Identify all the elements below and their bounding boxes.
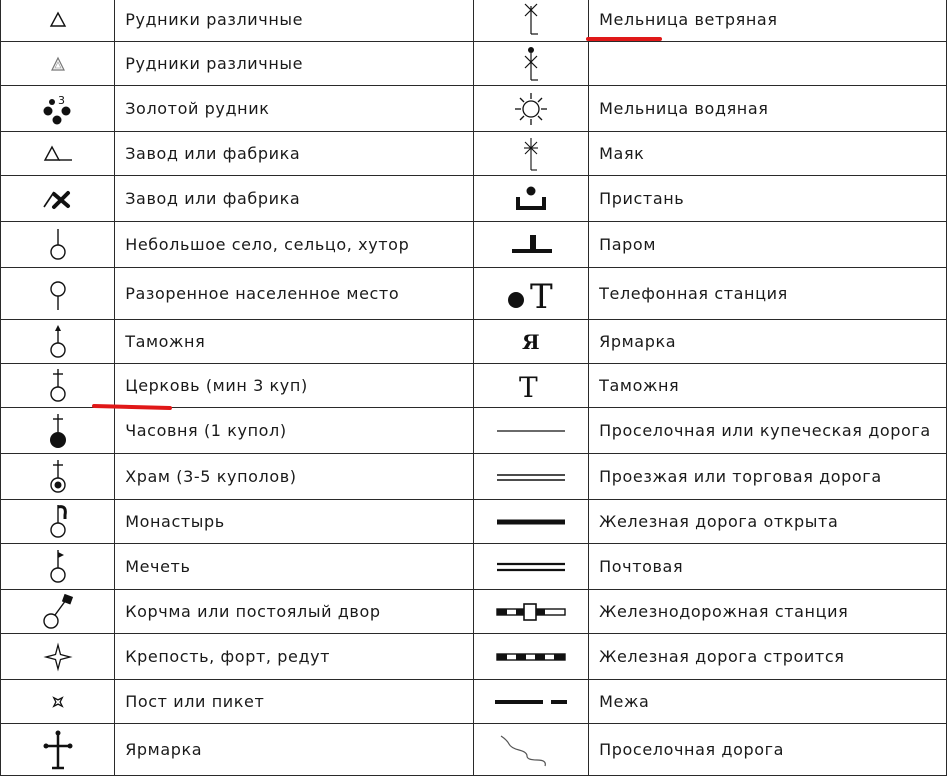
table-row bbox=[1, 176, 947, 222]
cross-slash-icon bbox=[1, 176, 115, 222]
railway-building-icon bbox=[473, 634, 589, 680]
small-star-icon bbox=[1, 680, 115, 724]
table-row bbox=[1, 320, 947, 364]
table-row bbox=[1, 680, 947, 724]
left-symbol-label: Рудники различные bbox=[115, 42, 473, 86]
table-row bbox=[1, 0, 947, 42]
table-row bbox=[1, 42, 947, 86]
table-row bbox=[1, 500, 947, 544]
thick-line-icon bbox=[473, 500, 589, 544]
left-symbol-label: Пост или пикет bbox=[115, 680, 473, 724]
right-symbol-label: Почтовая bbox=[589, 544, 947, 590]
right-symbol-label: Проселочная или купеческая дорога bbox=[589, 408, 947, 454]
watermill-sun-icon bbox=[473, 86, 589, 132]
table-row bbox=[1, 408, 947, 454]
filled-circle-cross-icon bbox=[1, 408, 115, 454]
left-symbol-label: Завод или фабрика bbox=[115, 132, 473, 176]
table-row bbox=[1, 634, 947, 680]
triangle-light-icon bbox=[1, 42, 115, 86]
right-symbol-label: Проселочная дорога bbox=[589, 724, 947, 776]
left-symbol-label: Мечеть bbox=[115, 544, 473, 590]
left-symbol-label: Часовня (1 купол) bbox=[115, 408, 473, 454]
circle-flag-curve-icon bbox=[1, 500, 115, 544]
table-row bbox=[1, 268, 947, 320]
right-symbol-label: Межа bbox=[589, 680, 947, 724]
circle-stick-down-icon bbox=[1, 268, 115, 320]
right-symbol-label: Мельница ветряная bbox=[589, 0, 947, 42]
dot-t-icon bbox=[473, 268, 589, 320]
svg-text:3: 3 bbox=[57, 93, 66, 107]
circle-flag-diagonal-icon bbox=[1, 590, 115, 634]
right-symbol-label: Мельница водяная bbox=[589, 86, 947, 132]
table-row bbox=[1, 86, 947, 132]
left-symbol-label: Золотой рудник bbox=[115, 86, 473, 132]
table-row bbox=[1, 364, 947, 408]
right-symbol-label: Пристань bbox=[589, 176, 947, 222]
left-symbol-label: Ярмарка bbox=[115, 724, 473, 776]
left-symbol-label: Храм (3-5 куполов) bbox=[115, 454, 473, 500]
table-row bbox=[1, 222, 947, 268]
left-symbol-label: Корчма или постоялый двор bbox=[115, 590, 473, 634]
windmill-symbol-icon bbox=[473, 0, 589, 42]
right-symbol-label: Железная дорога открыта bbox=[589, 500, 947, 544]
pier-symbol-icon bbox=[473, 176, 589, 222]
left-symbol-label: Монастырь bbox=[115, 500, 473, 544]
right-symbol-label: Телефонная станция bbox=[589, 268, 947, 320]
left-symbol-label: Разоренное населенное место bbox=[115, 268, 473, 320]
circle-arrow-icon bbox=[1, 320, 115, 364]
red-underline-windmill bbox=[586, 37, 662, 41]
windmill-dot-symbol-icon bbox=[473, 42, 589, 86]
circle-stick-icon bbox=[1, 222, 115, 268]
railway-station-icon bbox=[473, 590, 589, 634]
t-letter-icon bbox=[473, 364, 589, 408]
right-symbol-label: Проезжая или торговая дорога bbox=[589, 454, 947, 500]
right-symbol-label: Железнодорожная станция bbox=[589, 590, 947, 634]
left-symbol-label: Крепость, форт, редут bbox=[115, 634, 473, 680]
right-symbol-label: Маяк bbox=[589, 132, 947, 176]
triangle-line-icon bbox=[1, 132, 115, 176]
ferry-symbol-icon bbox=[473, 222, 589, 268]
ya-letter-icon bbox=[473, 320, 589, 364]
left-symbol-label: Таможня bbox=[115, 320, 473, 364]
right-symbol-label: Паром bbox=[589, 222, 947, 268]
left-symbol-label: Церковь (мин 3 куп) bbox=[115, 364, 473, 408]
thin-line-icon bbox=[473, 408, 589, 454]
table-row bbox=[1, 544, 947, 590]
double-line-bold-icon bbox=[473, 544, 589, 590]
left-symbol-label: Рудники различные bbox=[115, 0, 473, 42]
circle-crescent-icon bbox=[1, 544, 115, 590]
triangle-outline-icon bbox=[1, 0, 115, 42]
target-cross-icon bbox=[1, 454, 115, 500]
double-line-icon bbox=[473, 454, 589, 500]
svg-text:T: T bbox=[518, 370, 539, 403]
right-symbol-label: Ярмарка bbox=[589, 320, 947, 364]
table-row bbox=[1, 132, 947, 176]
svg-text:T: T bbox=[529, 276, 554, 316]
right-symbol-label: Таможня bbox=[589, 364, 947, 408]
dash-line-icon bbox=[473, 680, 589, 724]
lighthouse-symbol-icon bbox=[473, 132, 589, 176]
svg-text:Я: Я bbox=[521, 329, 541, 354]
table-row bbox=[1, 590, 947, 634]
left-symbol-label: Завод или фабрика bbox=[115, 176, 473, 222]
right-symbol-label bbox=[589, 42, 947, 86]
four-point-star-icon bbox=[1, 634, 115, 680]
gold-mine-dots-icon bbox=[1, 86, 115, 132]
left-symbol-label: Небольшое село, сельцо, хутор bbox=[115, 222, 473, 268]
right-symbol-label: Железная дорога строится bbox=[589, 634, 947, 680]
table-row bbox=[1, 454, 947, 500]
circle-cross-icon bbox=[1, 364, 115, 408]
